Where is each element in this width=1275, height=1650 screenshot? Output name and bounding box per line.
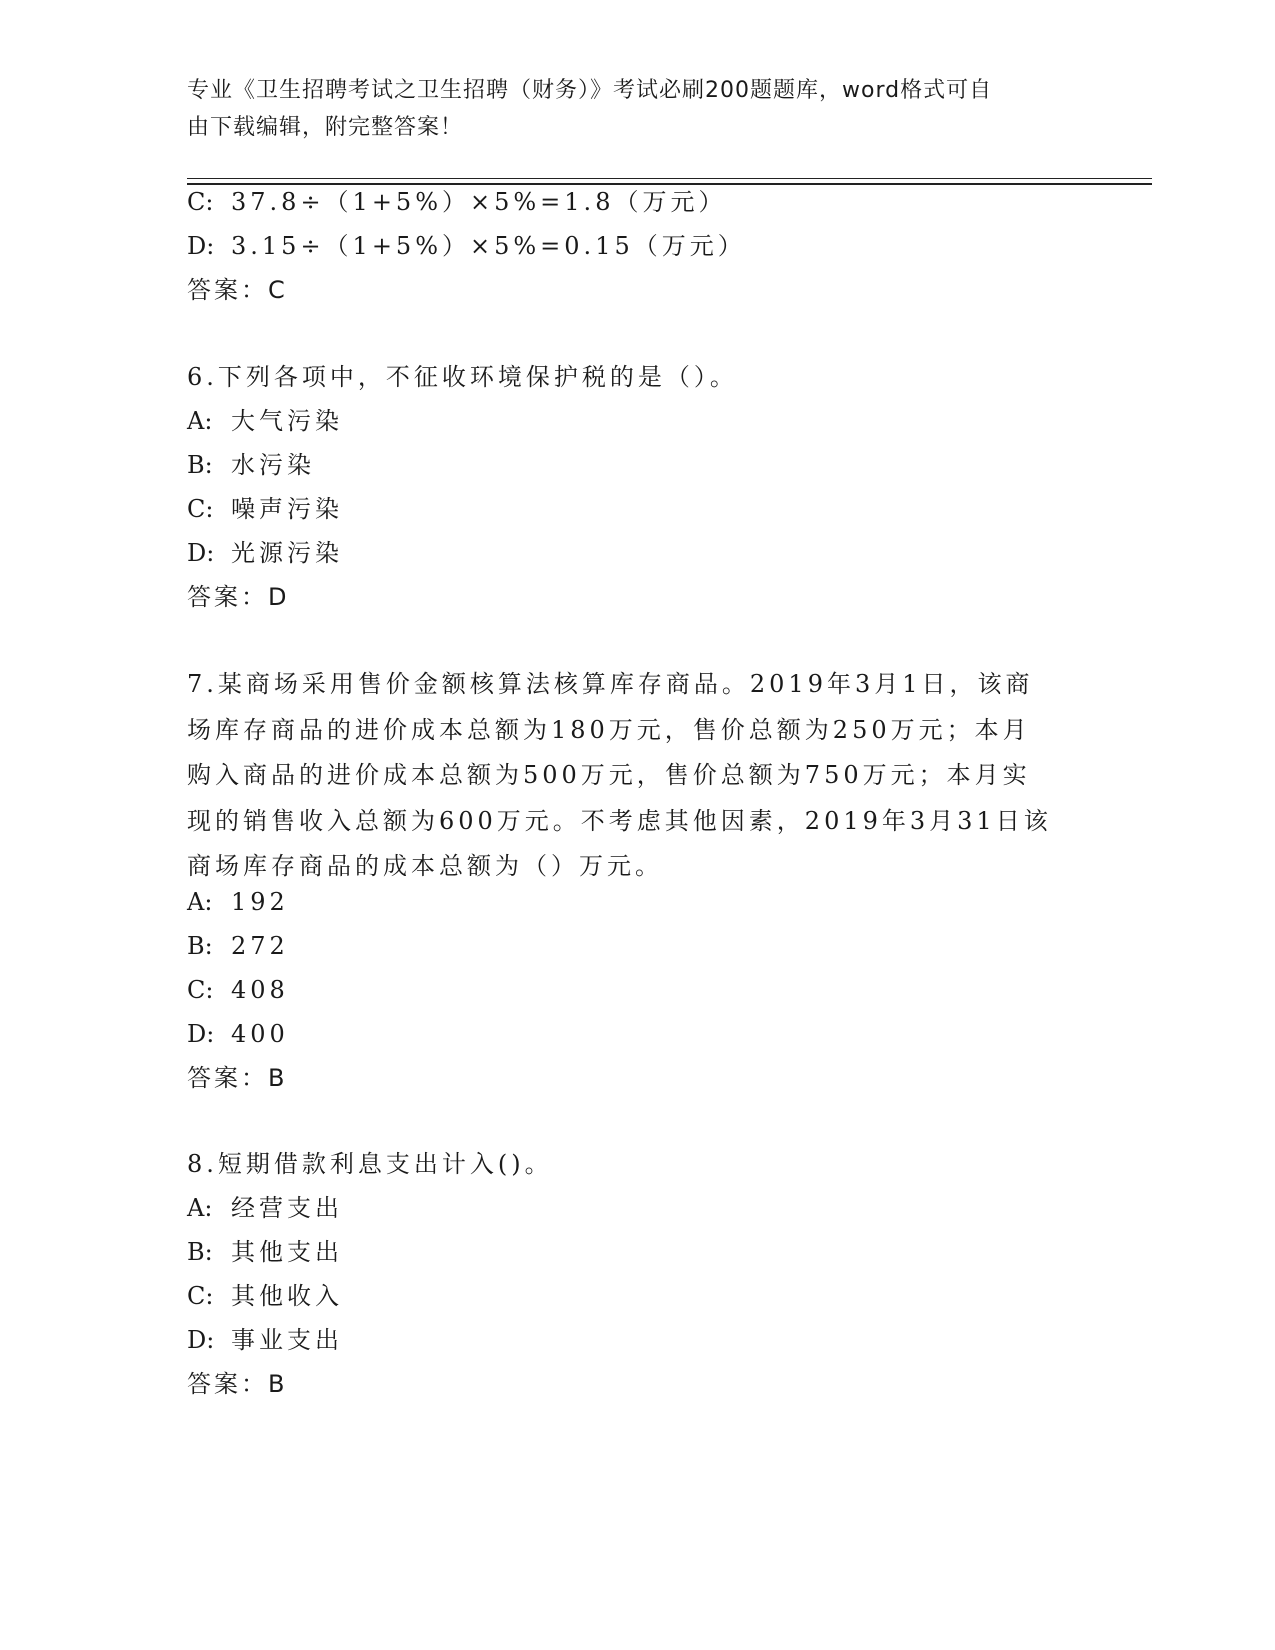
q6-option-c bbox=[187, 495, 343, 523]
q6-option-d bbox=[187, 539, 343, 567]
header-line-2: 由下载编辑，附完整答案！ bbox=[187, 115, 464, 140]
option-text: 37.8÷（1+5%）×5%=1.8（万元） bbox=[231, 188, 727, 216]
option-text: 经营支出 bbox=[231, 1194, 343, 1222]
option-text: 事业支出 bbox=[231, 1326, 343, 1354]
q7-stem-line: 现的销售收入总额为600万元。不考虑其他因素，2019年3月31日该 bbox=[187, 806, 1052, 835]
option-label: D: bbox=[187, 539, 215, 567]
option-text: 其他收入 bbox=[231, 1282, 343, 1310]
option-label: A: bbox=[187, 1194, 213, 1222]
option-text: 408 bbox=[231, 976, 289, 1004]
q8-answer: 答案：B bbox=[187, 1370, 288, 1398]
q6-option-a bbox=[187, 407, 343, 435]
option-text: 192 bbox=[231, 888, 289, 916]
option-label: C: bbox=[187, 976, 214, 1004]
prev-answer: 答案：C bbox=[187, 276, 288, 304]
q6-option-b bbox=[187, 451, 315, 479]
q7-stem-line: 7.某商场采用售价金额核算法核算库存商品。2019年3月1日，该商 bbox=[187, 670, 1034, 698]
q7-stem bbox=[187, 662, 1087, 890]
q8-option-a bbox=[187, 1194, 343, 1222]
q6-answer: 答案：D bbox=[187, 583, 290, 611]
header-line-1: 专业《卫生招聘考试之卫生招聘（财务）》考试必刷200题题库，word格式可自 bbox=[187, 78, 993, 103]
option-text: 水污染 bbox=[231, 451, 315, 479]
prev-option-d bbox=[187, 232, 746, 260]
q7-stem-line: 场库存商品的进价成本总额为180万元，售价总额为250万元；本月 bbox=[187, 715, 1031, 744]
option-text: 3.15÷（1+5%）×5%=0.15（万元） bbox=[231, 232, 746, 260]
option-label: C: bbox=[187, 1282, 214, 1310]
option-text: 272 bbox=[231, 932, 289, 960]
prev-option-c bbox=[187, 188, 726, 216]
q7-option-a bbox=[187, 888, 289, 916]
option-label: D: bbox=[187, 232, 215, 260]
option-label: D: bbox=[187, 1020, 215, 1048]
document-header bbox=[187, 72, 1087, 146]
option-text: 噪声污染 bbox=[231, 495, 343, 523]
header-divider-thick bbox=[187, 183, 1152, 185]
option-label: D: bbox=[187, 1326, 215, 1354]
option-label: C: bbox=[187, 188, 214, 216]
option-label: A: bbox=[187, 407, 213, 435]
option-label: B: bbox=[187, 932, 213, 960]
option-label: C: bbox=[187, 495, 214, 523]
option-label: B: bbox=[187, 1238, 213, 1266]
option-text: 大气污染 bbox=[231, 407, 343, 435]
q7-option-d bbox=[187, 1020, 289, 1048]
q8-option-d bbox=[187, 1326, 343, 1354]
option-label: B: bbox=[187, 451, 213, 479]
q6-stem: 6.下列各项中，不征收环境保护税的是（）。 bbox=[187, 363, 738, 391]
q7-option-b bbox=[187, 932, 289, 960]
option-text: 光源污染 bbox=[231, 539, 343, 567]
q8-option-b bbox=[187, 1238, 343, 1266]
q8-option-c bbox=[187, 1282, 343, 1310]
q7-option-c bbox=[187, 976, 289, 1004]
q7-stem-line: 商场库存商品的成本总额为（）万元。 bbox=[187, 852, 663, 880]
option-text: 400 bbox=[231, 1020, 289, 1048]
option-text: 其他支出 bbox=[231, 1238, 343, 1266]
option-label: A: bbox=[187, 888, 213, 916]
q7-answer: 答案：B bbox=[187, 1064, 288, 1092]
q8-stem: 8.短期借款利息支出计入()。 bbox=[187, 1150, 553, 1178]
header-divider-thin bbox=[187, 178, 1152, 179]
q7-stem-line: 购入商品的进价成本总额为500万元，售价总额为750万元；本月实 bbox=[187, 761, 1031, 789]
